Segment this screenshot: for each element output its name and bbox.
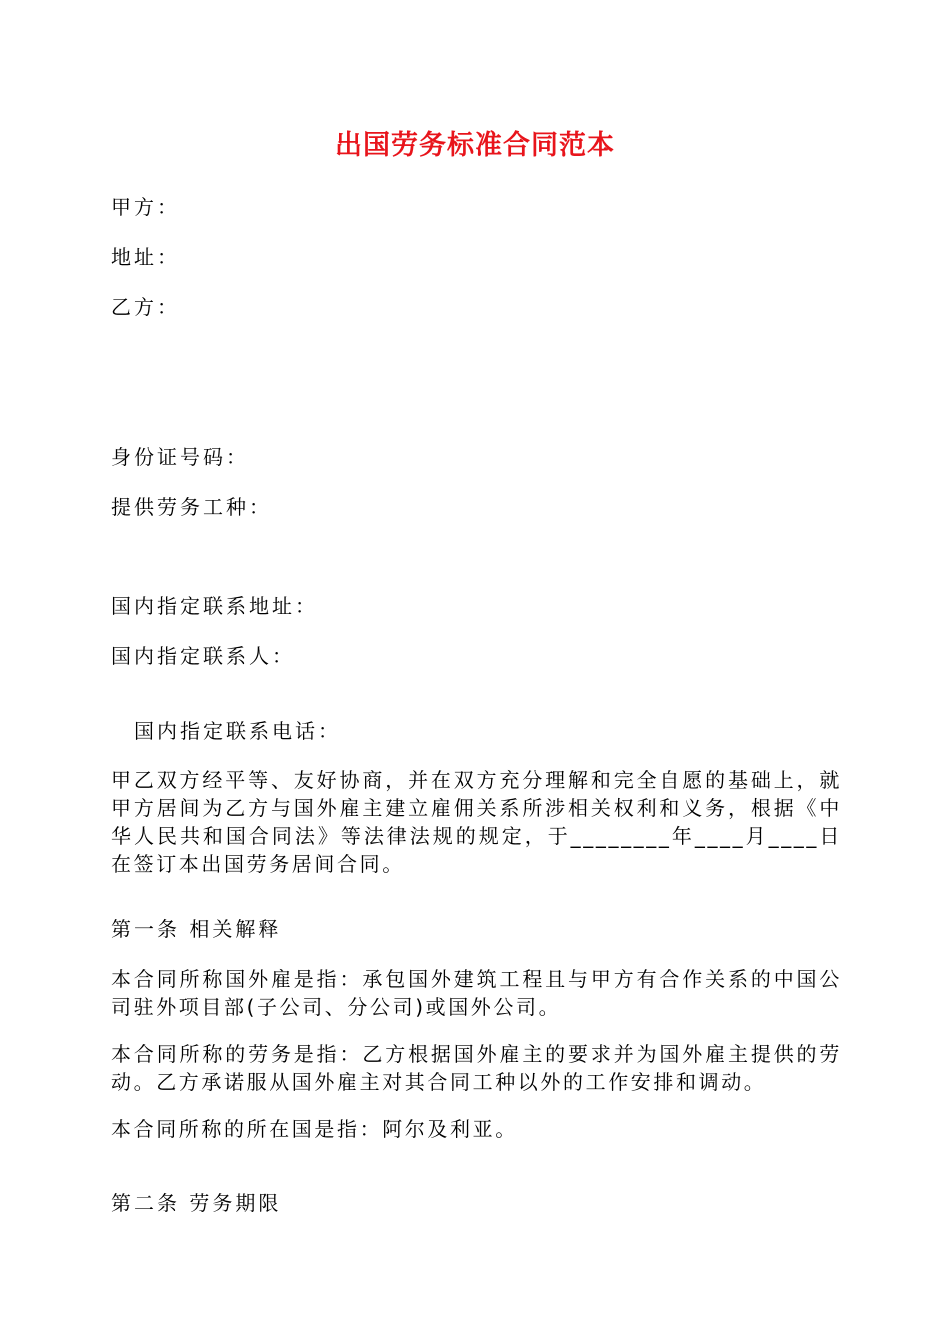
- domestic-contact-label: 国内指定联系人：: [111, 644, 295, 668]
- work-type-label: 提供劳务工种：: [111, 495, 272, 519]
- document-title: 出国劳务标准合同范本: [335, 130, 615, 161]
- address-label: 地址：: [111, 245, 180, 269]
- domestic-phone-label: 国内指定联系电话：: [134, 719, 341, 743]
- article-2-heading: 第二条 劳务期限: [111, 1191, 282, 1215]
- article-1-paragraph: 本合同所称国外雇是指：承包国外建筑工程且与甲方有合作关系的中国公司驻外项目部(子公司、分公司)或国外公司。: [111, 967, 842, 1019]
- article-1-paragraph: 本合同所称的所在国是指：阿尔及利亚。: [111, 1117, 518, 1141]
- party-b-label: 乙方：: [111, 295, 180, 319]
- intro-paragraph: 甲乙双方经平等、友好协商，并在双方充分理解和完全自愿的基础上，就甲方居间为乙方与国外雇主建立雇佣关系所涉相关权利和义务，根据《中华人民共和国合同法》等法律法规的规定，于________年____月____日在签订本出国劳务居间合同。: [111, 768, 842, 876]
- party-a-label: 甲方：: [111, 195, 180, 219]
- article-1-heading: 第一条 相关解释: [111, 917, 282, 941]
- id-number-label: 身份证号码：: [111, 445, 249, 469]
- article-1-paragraph: 本合同所称的劳务是指：乙方根据国外雇主的要求并为国外雇主提供的劳动。乙方承诺服从国外雇主对其合同工种以外的工作安排和调动。: [111, 1042, 842, 1094]
- domestic-address-label: 国内指定联系地址：: [111, 594, 318, 618]
